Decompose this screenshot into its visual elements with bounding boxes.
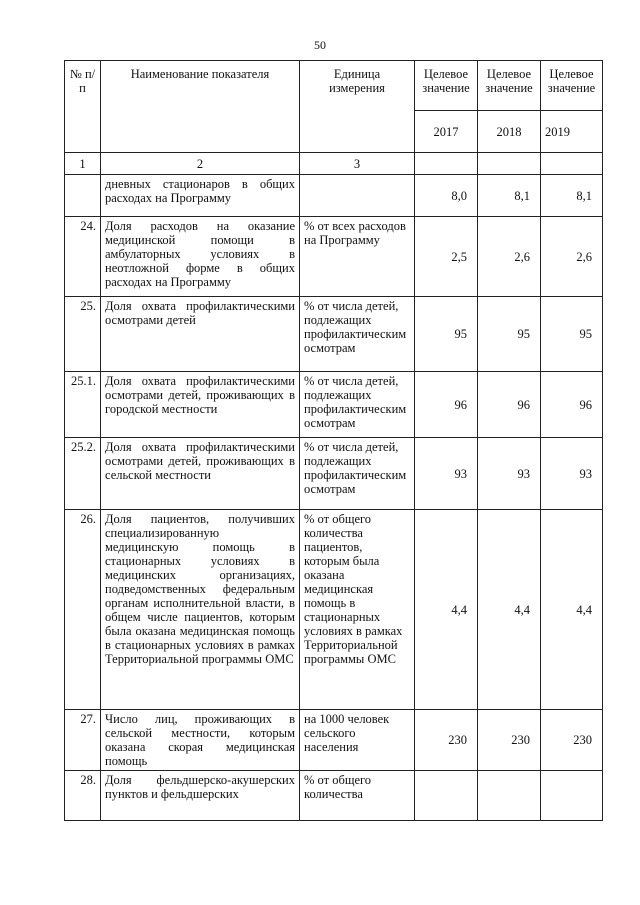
row-number: 25.1. (65, 372, 101, 438)
header-target-2017: Целевое значение (415, 61, 478, 111)
target-2018 (478, 771, 541, 821)
year-2017: 2017 (415, 111, 478, 153)
unit-of-measure: % от общего количества (300, 771, 415, 821)
table-row (65, 771, 603, 821)
target-2019: 93 (541, 438, 603, 510)
target-2019 (541, 771, 603, 821)
header-row (65, 61, 603, 111)
target-2017: 96 (415, 372, 478, 438)
column-numbers-row (65, 153, 603, 175)
target-2017: 230 (415, 710, 478, 771)
table-row (65, 510, 603, 710)
target-2019: 4,4 (541, 510, 603, 710)
target-2017: 2,5 (415, 217, 478, 297)
table-row (65, 710, 603, 771)
target-2017: 4,4 (415, 510, 478, 710)
header-name: Наименование показателя (101, 61, 300, 153)
row-number: 24. (65, 217, 101, 297)
target-2018: 8,1 (478, 175, 541, 217)
col-number-2: 2 (101, 153, 300, 175)
target-2019: 96 (541, 372, 603, 438)
row-number: 26. (65, 510, 101, 710)
indicator-name: Доля фельдшерско-акушерских пунктов и фельдшерских (101, 771, 300, 821)
target-2017: 95 (415, 297, 478, 372)
row-number: 27. (65, 710, 101, 771)
unit-of-measure: % от всех расходов на Программу (300, 217, 415, 297)
col-number-6 (541, 153, 603, 175)
target-2019: 95 (541, 297, 603, 372)
target-2018: 2,6 (478, 217, 541, 297)
unit-of-measure: % от общего количества пациентов, которым была оказана медицинская помощь в стационарных условиях в рамках Территориальной программы ОМС (300, 510, 415, 710)
year-2018: 2018 (478, 111, 541, 153)
indicator-name: Число лиц, проживающих в сельской местности, которым оказана скорая медицинская помощь (101, 710, 300, 771)
col-number-3: 3 (300, 153, 415, 175)
unit-of-measure: % от числа детей, подлежащих профилактическим осмотрам (300, 297, 415, 372)
target-2019: 2,6 (541, 217, 603, 297)
header-target-2018: Целевое значение (478, 61, 541, 111)
indicator-name: дневных стационаров в общих расходах на Программу (101, 175, 300, 217)
table-row (65, 438, 603, 510)
row-number (65, 175, 101, 217)
indicators-table (64, 60, 603, 821)
col-number-5 (478, 153, 541, 175)
target-2017: 8,0 (415, 175, 478, 217)
table-row (65, 217, 603, 297)
target-2018: 93 (478, 438, 541, 510)
header-num: № п/п (65, 61, 101, 153)
table-row (65, 297, 603, 372)
indicator-name: Доля охвата профилактическими осмотрами детей, проживающих в городской местности (101, 372, 300, 438)
target-2018: 230 (478, 710, 541, 771)
target-2018: 96 (478, 372, 541, 438)
target-2018: 4,4 (478, 510, 541, 710)
target-2019: 8,1 (541, 175, 603, 217)
year-2019: 2019 (541, 111, 603, 153)
col-number-1: 1 (65, 153, 101, 175)
indicator-name: Доля пациентов, получивших специализированную медицинскую помощь в стационарных условиях в медицинских организациях, подведомственных федеральным органам исполнительной власти, в общем числе пациентов, которым была оказана медицинская помощь в стационарных условиях в рамках Территориальной программы ОМС (101, 510, 300, 710)
target-2018: 95 (478, 297, 541, 372)
unit-of-measure (300, 175, 415, 217)
unit-of-measure: % от числа детей, подлежащих профилактическим осмотрам (300, 438, 415, 510)
target-2017: 93 (415, 438, 478, 510)
header-unit: Единица измерения (300, 61, 415, 153)
target-2017 (415, 771, 478, 821)
row-number: 28. (65, 771, 101, 821)
indicator-name: Доля охвата профилактическими осмотрами детей (101, 297, 300, 372)
row-number: 25.2. (65, 438, 101, 510)
col-number-4 (415, 153, 478, 175)
header-target-2019: Целевое значение (541, 61, 603, 111)
indicator-name: Доля охвата профилактическими осмотрами детей, проживающих в сельской местности (101, 438, 300, 510)
row-number: 25. (65, 297, 101, 372)
unit-of-measure: % от числа детей, подлежащих профилактическим осмотрам (300, 372, 415, 438)
table-row (65, 372, 603, 438)
page-number: 50 (314, 38, 326, 52)
unit-of-measure: на 1000 человек сельского населения (300, 710, 415, 771)
target-2019: 230 (541, 710, 603, 771)
table-row (65, 175, 603, 217)
indicator-name: Доля расходов на оказание медицинской помощи в амбулаторных условиях в неотложной форме в общих расходах на Программу (101, 217, 300, 297)
